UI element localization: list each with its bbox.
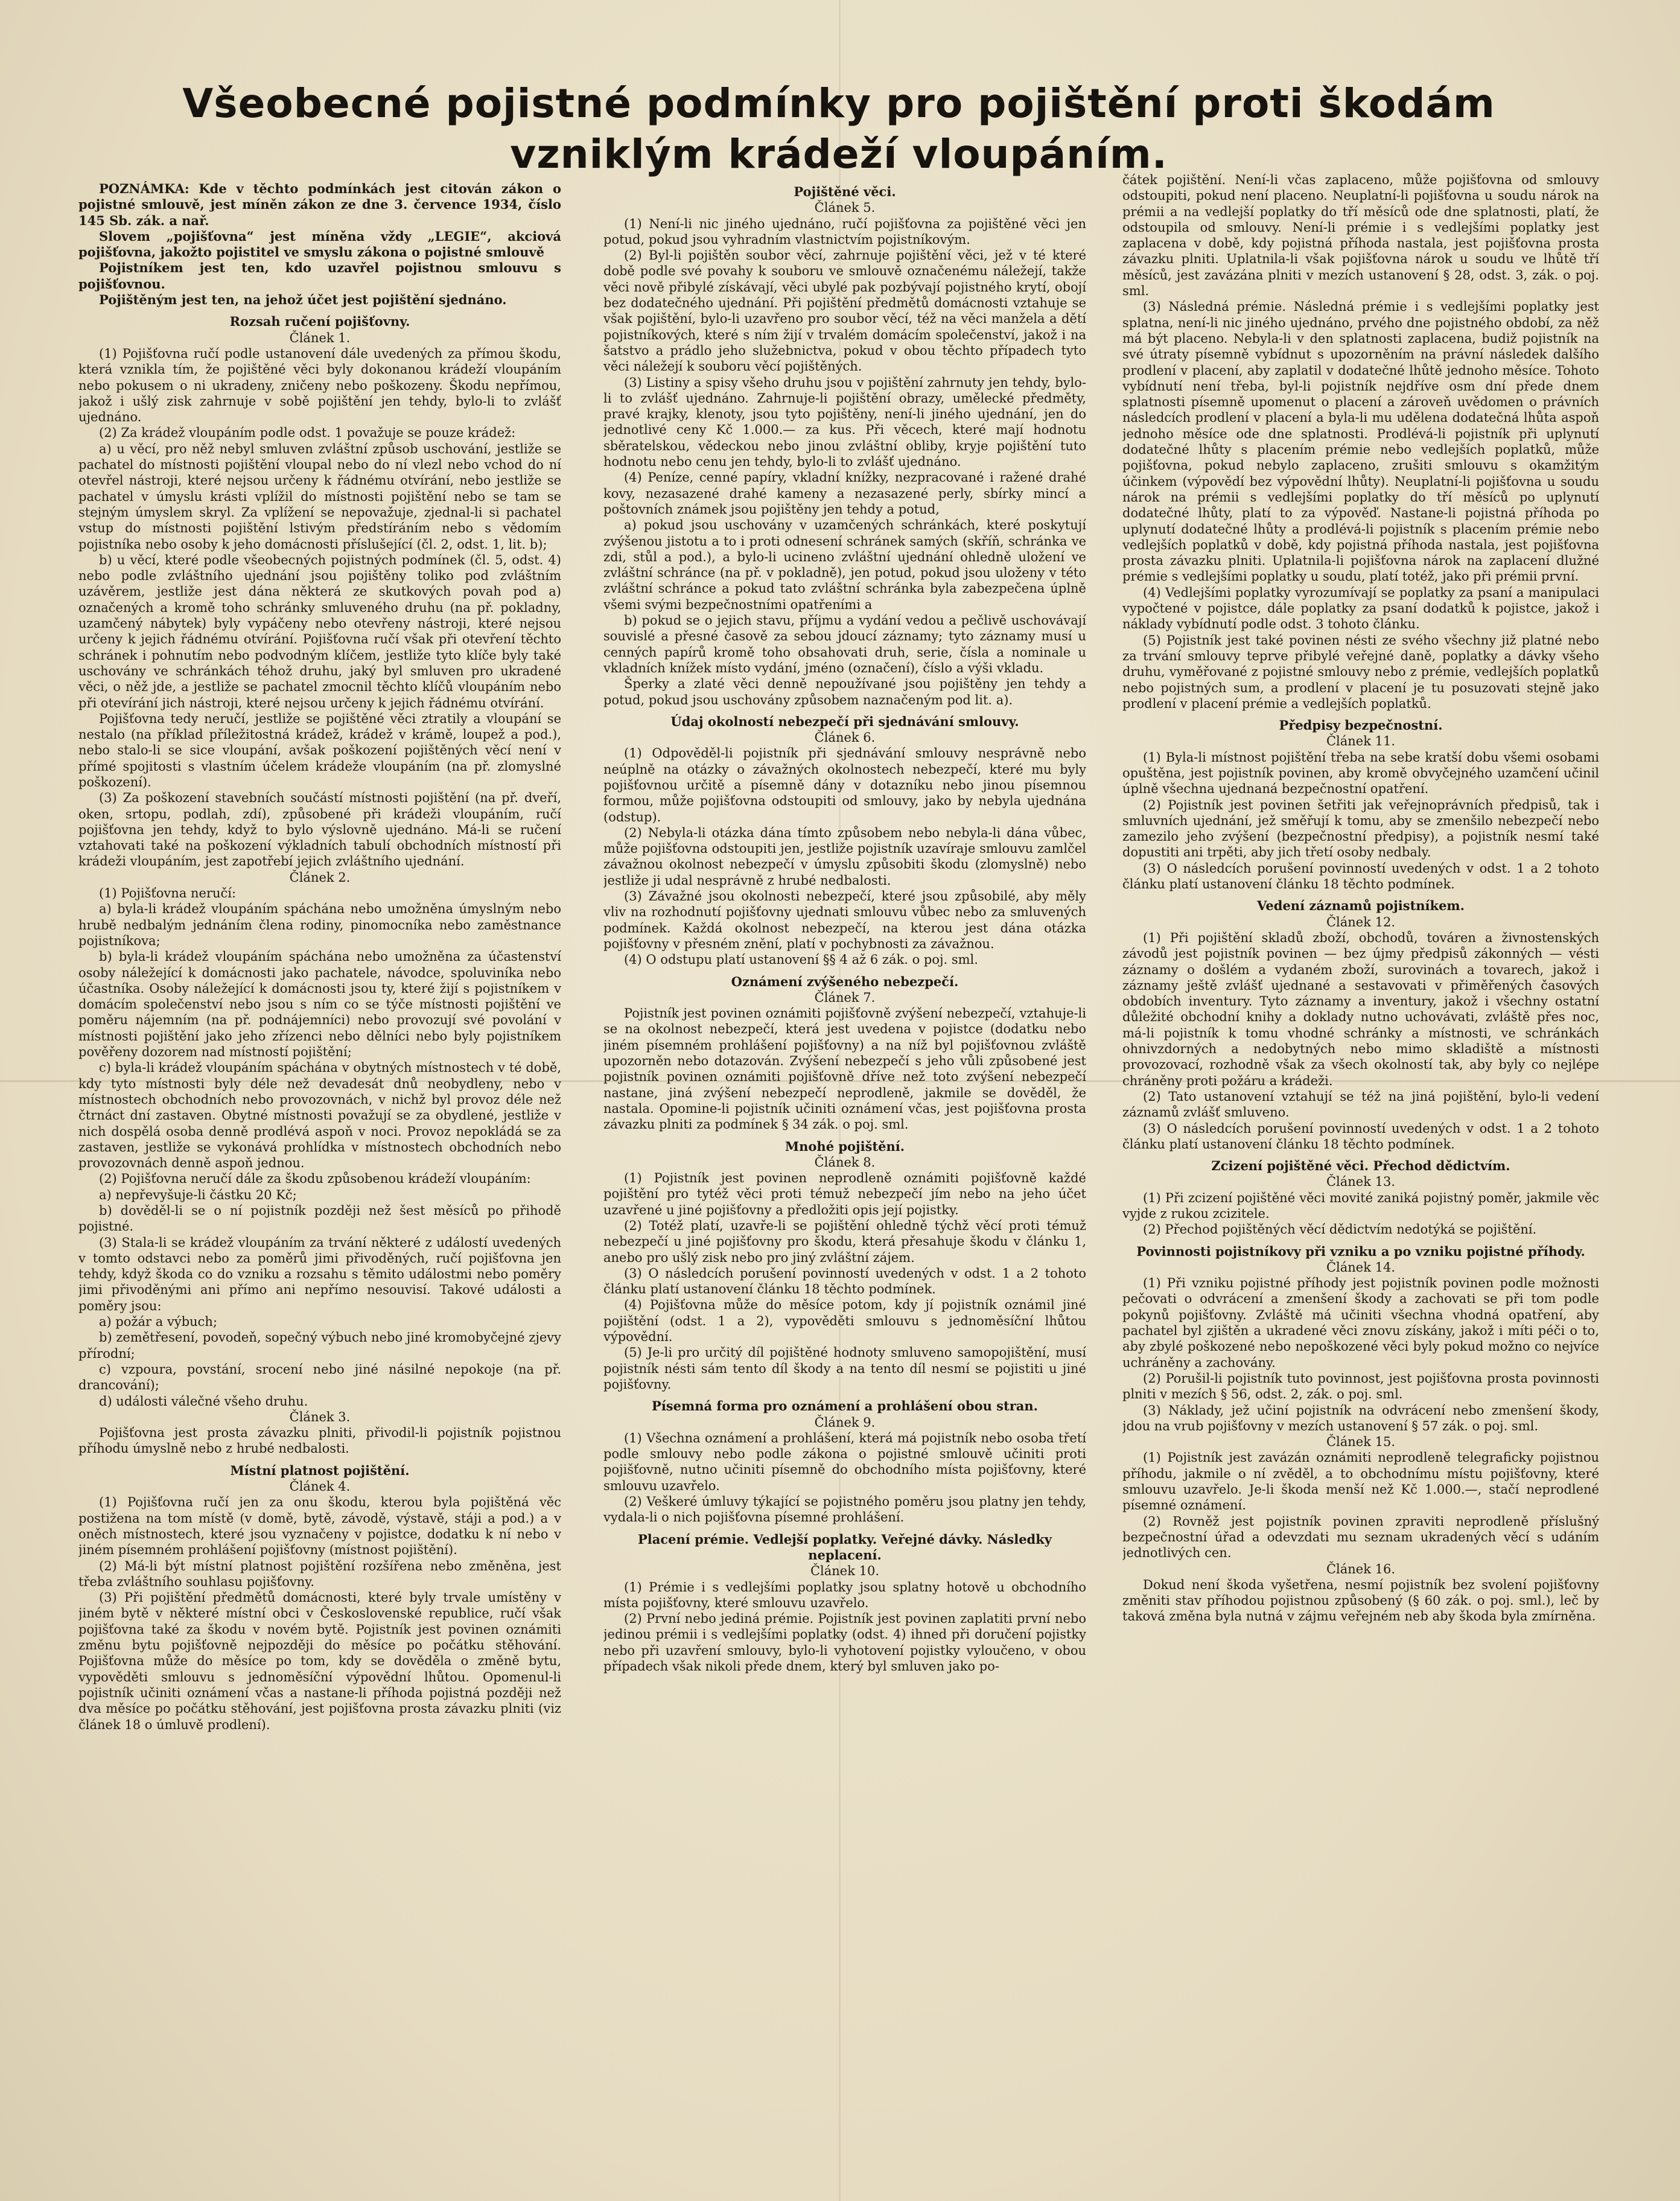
section-heading: Rozsah ručení pojišťovny. (229, 314, 410, 330)
paragraph: (3) Závažné jsou okolnosti nebezpečí, které jsou způsobilé, aby měly vliv na rozhodnutí pojišťovny ujednati smlouvu vůbec nebo za smluvených podmínek. Každá okolnost nebezpečí, na kterou jest dána otázka pojišťovny v přesném znění, platí v pochybnosti za závažnou. (603, 889, 1086, 951)
paragraph: (1) Pojišťovna neručí: (99, 886, 237, 901)
article-number: Článek 16. (1326, 1561, 1396, 1576)
paragraph: (1) Byla-li místnost pojištění třeba na sebe kratší dobu všemi osobami opuštěna, jest pojistník povinen, aby kromě obvyčejného uzamčení učinil úplně všechna ujednaná bezpečnostní opatření. (1122, 750, 1599, 797)
paragraph: (3) O následcích porušení povinností uvedených v odst. 1 a 2 tohoto článku platí ustanovení článku 18 těchto podmínek. (1122, 861, 1599, 892)
paragraph: Pojišťovna tedy neručí, jestliže se pojištěné věci ztratily a vloupání se nestalo (na příklad příležitostná krádež, krádež v krámě, loupež a pod.), nebo stalo-li se sice vloupání, avšak poškození pojištěných věcí není v přímé spojitosti s vlastním účelem krádeže vloupáním (na př. zlomyslné poškození). (78, 711, 561, 789)
paragraph: b) u věcí, které podle všeobecných pojistných podmínek (čl. 5, odst. 4) nebo podle zvláštního ujednání jsou pojištěny toliko pod zvláštním uzávěrem, jestliže jest dána některá ze skutkových povah pod a) označených a kromě toho schránky smluveného druhu (na př. pokladny, uzamčený nábytek) byly vypáčeny nebo otevřeny nástroji, které nejsou určeny k jejich řádnému otvírání. Pojišťovna ručí však při otevření těchto schránek i pohnutím nebo podvodným klíčem, jestliže tyto klíče byly také uschovány ve schránkách téhož druhu, jaký byl smluven pro ukradené věci, o něž jde, a jestliže se pachatel zmocnil těchto klíčů vloupáním nebo při otevírání jich nástroji, které nejsou určeny k jejich řádnému otvírání. (78, 552, 561, 710)
paragraph: (2) Tato ustanovení vztahují se též na jiná pojištění, bylo-li vedení záznamů zvlášť smluveno. (1122, 1089, 1599, 1120)
article-number: Článek 11. (1326, 734, 1396, 749)
text-column-1 (78, 181, 561, 2191)
paragraph: (1) Prémie i s vedlejšími poplatky jsou splatny hotově u obchodního místa pojišťovny, které smlouvu uzavřelo. (603, 1579, 1086, 1610)
paragraph: (4) Peníze, cenné papíry, vkladní knížky, nezpracované i ražené drahé kovy, nezasazené drahé kameny a nezasazené perly, sbírky mincí a poštovních známek jsou pojištěny jen tehdy a potud, (603, 470, 1086, 517)
paragraph: Pojistník jest povinen oznámiti pojišťovně zvýšení nebezpečí, vztahuje-li se na okolnost nebezpečí, která jest uvedena v pojistce (dodatku nebo jiném písemném prohlášení pojišťovny) a na níž byl pojišťovnou zvláště upozorněn nebo dotazován. Zvýšení nebezpečí s jeho vůli způsobené jest pojistník povinen oznámiti pojišťovně dříve než toto zvýšení nebezpečí nastane, jiná zvýšení nebezpečí neprodleně, jakmile se dověděl, že nastala. Opomine-li pojistník učiniti oznámení včas, jest pojišťovna prosta závazku plniti za podmínek § 34 zák. o poj. sml. (603, 1006, 1086, 1132)
paragraph: (2) Porušil-li pojistník tuto povinnost, jest pojišťovna prosta povinnosti plniti v mezích § 56, odst. 2, zák. o poj. sml. (1122, 1371, 1599, 1402)
article-number: Článek 1. (289, 330, 351, 345)
article-number: Článek 14. (1326, 1260, 1396, 1275)
section-heading: Místní platnost pojištění. (230, 1462, 410, 1478)
article-number: Článek 5. (814, 200, 876, 215)
paragraph: (3) Náklady, jež učiní pojistník na odvrácení nebo zmenšení škody, jdou na vrub pojišťovny v mezích ustanovení § 57 zák. o poj. sml. (1122, 1403, 1599, 1433)
paragraph: (5) Pojistník jest také povinen nésti ze svého všechny již platné nebo za trvání smlouvy teprve přibylé veřejné daně, poplatky a dávky všeho druhu, vyměřované z pojistné smlouvy nebo z prémie, vedlejších poplatků nebo pojistných sum, a prodlení v placení je tu posuzovati stejně jako prodlení v placení prémie a vedlejších poplatků. (1122, 632, 1599, 711)
paragraph: (2) Veškeré úmluvy týkající se pojistného poměru jsou platny jen tehdy, vydala-li o nich pojišťovna písemné prohlášení. (603, 1494, 1086, 1525)
article-number: Článek 3. (289, 1409, 351, 1424)
paragraph: a) byla-li krádež vloupáním spáchána nebo umožněna úmyslným nebo hrubě nedbalým jednáním člena rodiny, pinomocníka nebo zaměstnance pojistníkova; (78, 902, 561, 948)
paragraph: (3) O následcích porušení povinností uvedených v odst. 1 a 2 tohoto článku platí ustanovení článku 18 těchto podmínek. (603, 1266, 1086, 1297)
paragraph: (3) Za poškození stavebních součástí místnosti pojištění (na př. dveří, oken, srtopu, podlah, zdí), způsobené při krádeži vloupáním, ručí pojišťovna jen tehdy, když to bylo výslovně ujednáno. Má-li se ručení vztahovati také na poškození výkladních tabulí obchodních místností při krádeži vloupáním, jest zapotřebí jejich zvláštního ujednání. (78, 791, 561, 869)
article-number: Článek 4. (289, 1479, 351, 1494)
paragraph: a) u věcí, pro něž nebyl smluven zvláštní způsob uschování, jestliže se pachatel do místnosti pojištění vloupal nebo do ní vlezl nebo vchod do ní otevřel nástroji, které nejsou určeny k řádnému otvírání, nebo jestliže se pachatel v úmyslu krásti vplížil do místnosti pojištění nebo se tam se stejným úmyslem skryl. Za vplížení se nepovažuje, zjednal-li si pachatel vstup do místnosti pojištění lstivým předstíráním nebo s vědomím pojistníka nebo osoby k jeho domácnosti příslušející (čl. 2, odst. 1, lit. b); (78, 441, 561, 552)
article-number: Článek 13. (1326, 1174, 1396, 1190)
section-heading: Mnohé pojištění. (784, 1138, 905, 1154)
paragraph: Pojišťovna jest prosta závazku plniti, přivodil-li pojistník pojistnou příhodu úmyslně nebo z hrubé nedbalosti. (78, 1425, 561, 1456)
paragraph: d) události válečné všeho druhu. (99, 1394, 308, 1409)
paragraph: a) požár a výbuch; (99, 1314, 218, 1330)
paragraph: (3) Stala-li se krádež vloupáním za trvání některé z událostí uvedených v tomto odstavci nebo za poměrů jimi přivoděných, ručí pojišťovna jen tehdy, když škoda co do vzniku a rozsahu s těmito událostmi nebo poměry jimi přivoděnými ani přímo ani nepřímo nesouvisí. Takové události a poměry jsou: (78, 1235, 561, 1313)
paragraph: (3) Listiny a spisy všeho druhu jsou v pojištění zahrnuty jen tehdy, bylo-li to zvlášť ujednáno. Zahrnuje-li pojištění obrazy, umělecké předměty, pravé krajky, klenoty, jsou tyto pojištěny, není-li jiného ujednání, jen do jednotlivé ceny Kč 1.000.— za kus. Při věcech, které mají hodnotu sběratelskou, vědeckou nebo jinou zvláštní obliby, kryje pojištění tuto hodnotu nebo cenu jen tehdy, bylo-li to zvlášť ujednáno. (603, 375, 1086, 470)
article-number: Článek 15. (1326, 1435, 1396, 1450)
paragraph: Dokud není škoda vyšetřena, nesmí pojistník bez svolení pojišťovny změniti stav příhodou pojistnou způsobený (§ 60 zák. o poj. sml.), leč by taková změna byla nutná v zájmu veřejném neb aby škoda byla zmírněna. (1122, 1577, 1599, 1624)
paragraph: (2) Pojistník jest povinen šetřiti jak veřejnoprávních předpisů, tak i smluvních ujednání, jež směřují k tomu, aby se zmenšilo nebezpečí nebo zamezilo jeho zvýšení (bezpečnostní předpisy), a pojistník nesmí také dopustiti ani trpěti, aby jich třetí osoby nedbaly. (1122, 797, 1599, 860)
text-column-2 (603, 178, 1086, 2188)
article-number: Článek 12. (1326, 914, 1396, 929)
paragraph: (2) Má-li být místní platnost pojištění rozšířena nebo změněna, jest třeba zvláštního souhlasu pojišťovny. (78, 1558, 561, 1589)
paragraph: (1) Pojistník jest zavázán oznámiti neprodleně telegraficky pojistnou příhodu, jakmile o ní zvěděl, a to obchodnímu místu pojišťovny, které smlouvu uzavřelo. Je-li škoda menší než Kč 1.000.—, stačí neprodlené písemné oznámení. (1122, 1450, 1599, 1513)
paragraph: c) vzpoura, povstání, srocení nebo jiné násilné nepokoje (na př. drancování); (78, 1362, 561, 1393)
page-title: Všeobecné pojistné podmínky pro pojištění proti škodám vzniklým krádeží vloupáním. (182, 80, 1495, 177)
paragraph: b) byla-li krádež vloupáním spáchána nebo umožněna za účastenství osoby náležející k domácnosti jako pachatele, návodce, spoluviníka nebo účastníka. Osoby náležející k domácnosti jsou ty, které žijí s pojistníkem v domácím společenství nebo jsou s ním co se týče místnosti pojištění ve poměru nájemním (na př. podnájemníci) nebo provozují své povolání v místnosti pojištění jako jeho zřízenci nebo dělníci nebo byly pojistníkem pověřeny dozorem nad místností pojištění; (78, 949, 561, 1060)
paragraph: (2) Přechod pojištěných věcí dědictvím nedotýká se pojištění. (1143, 1222, 1537, 1237)
section-heading: Vedení záznamů pojistníkem. (1257, 898, 1465, 914)
paragraph: b) pokud se o jejich stavu, příjmu a vydání vedou a pečlivě uschovávají souvislé a přesné časově za sebou jdoucí záznamy; tyto záznamy musí u cenných papírů kromě toho obsahovati druh, serie, čísla a nominale u vkladních knížek místo vydání, jméno (označení), číslo a výši vkladu. (603, 613, 1086, 675)
paragraph: b) zemětřesení, povodeň, sopečný výbuch nebo jiné kromobyčejné zjevy přírodní; (78, 1330, 561, 1361)
paragraph: Šperky a zlaté věci denně nepoužívané jsou pojištěny jen tehdy a potud, pokud jsou uschovány způsobem naznačeným pod lit. a). (603, 677, 1086, 707)
paragraph: (1) Není-li nic jiného ujednáno, ručí pojišťovna za pojištěné věci jen potud, pokud jsou vyhradním vlastnictvím pojistníkovým. (603, 216, 1086, 247)
paragraph: (1) Pojistník jest povinen neprodleně oznámiti pojišťovně každé pojištění pro tytéž věci proti témuž nebezpečí jím nebo na jeho účet uzavřené u jiné pojišťovny a předložiti opis její pojistky. (603, 1171, 1086, 1217)
paragraph: (3) O následcích porušení povinností uvedených v odst. 1 a 2 tohoto článku platí ustanovení článku 18 těchto podmínek. (1122, 1121, 1599, 1151)
article-number: Článek 7. (814, 990, 876, 1005)
paragraph: (1) Pojišťovna ručí jen za onu škodu, kterou byla pojištěná věc postižena na tom místě (v domě, bytě, závodě, výstavě, stáji a pod.) a v oněch místnostech, které jsou vyznačeny v pojistce, dodatku k ní nebo v jiném písemném prohlášení pojišťovny (místnost pojištění). (78, 1495, 561, 1558)
paragraph: (3) Při pojištění předmětů domácnosti, které byly trvale umístěny v jiném bytě v některé místní obci v Československé republice, ručí však pojišťovna také za škodu v novém bytě. Pojistník jest povinen oznámiti změnu bytu pojišťovně nejpozději do měsíce po počátku stěhování. Pojišťovna může do měsíce po tom, kdy se dověděla o změně bytu, vypověděti smlouvu s jednoměsíční výpovědní lhůtou. Opomenul-li pojistník učiniti oznámení včas a nastane-li příhoda pojistná později než dva měsíce po počátku stěhování, jest pojišťovna prosta závazku plniti (viz článek 18 o úmluvě prodlení). (78, 1590, 561, 1732)
paragraph: (4) Pojišťovna může do měsíce potom, kdy jí pojistník oznámil jiné pojištění (odst. 1 a 2), vypověděti smlouvu s jednoměsíční lhůtou výpovědní. (603, 1298, 1086, 1345)
paragraph: a) nepřevyšuje-li částku 20 Kč; (99, 1187, 297, 1202)
note-paragraph: POZNÁMKA: Kde v těchto podmínkách jest citován zákon o pojistné smlouvě, jest míněn zákon ze dne 3. července 1934, číslo 145 Sb. zák. a nař. (78, 181, 561, 228)
section-heading: Pojištěné věci. (794, 184, 896, 199)
paragraph: (1) Odpověděl-li pojistník při sjednávání smlouvy nesprávně nebo neúplně na otázky o závažných okolnostech nebezpečí, které mu byly pojišťovnou určitě a písemně dány v dotazníku nebo jinou písemnou formou, může pojišťovna odstoupiti od smlouvy, jako by nebyla ujednána (odstup). (603, 746, 1086, 824)
paragraph: c) byla-li krádež vloupáním spáchána v obytných místnostech v té době, kdy tyto místnosti byly déle než devadesát dnů neobydleny, nebo v místnostech obchodních nebo provozovnách, v nichž byl provoz déle než čtrnáct dní zastaven. Obytné místnosti považují se za obydlené, jestliže v nich dospělá osoba denně prodlévá aspoň v noci. Provoz nepokládá se za zastaven, jestliže se vykonává prohlídka v místnostech obchodních nebo provozovnách denně aspoň jednou. (78, 1060, 561, 1171)
text-column-3 (1122, 172, 1599, 2182)
article-number: Článek 6. (814, 730, 876, 745)
paragraph: (2) Nebyla-li otázka dána tímto způsobem nebo nebyla-li dána vůbec, může pojišťovna odstoupiti jen, jestliže pojistník uzavíraje smlouvu zamlčel závažnou okolnost nebezpečí v úmyslu způsobiti škodu (zlomyslně) nebo jestliže ji udal nesprávně z hrubé nedbalosti. (603, 825, 1086, 888)
paragraph: (1) Při zcizení pojištěné věci movité zaniká pojistný poměr, jakmile věc vyjde z rukou zcizitele. (1122, 1190, 1599, 1221)
paragraph: (3) Následná prémie. Následná prémie i s vedlejšími poplatky jest splatna, není-li nic jiného ujednáno, prvého dne pojistného období, za něž má být placeno. Nebyla-li v den splatnosti zaplacena, budiž pojistník na své útraty písemně vybídnut s upozorněním na právní následek dalšího prodlení v placení, aby zaplatil v dodatečné lhůtě jednoho měsíce. Tohoto vybídnutí není třeba, byl-li pojistník nejdříve osm dní přede dnem splatnosti písemně upomenut o placení a zároveň uvědomen o právních následcích prodlení v placení a byla-li mu udělena dodatečná lhůta aspoň jednoho měsíce ode dne splatnosti. Prodlévá-li pojistník při uplynutí dodatečné lhůty s placením prémie nebo vedlejších poplatků, může pojišťovna, pokud nebylo zaplaceno, zrušiti smlouvu s okamžitým účinkem (výpovědí bez výpovědní lhůty). Neuplatní-li pojišťovna u soudu nárok na prémii s vedlejšími poplatky do tří měsíců po uplynutí dodatečné lhůty, platí to za výpověď. Nastane-li pojistná příhoda po uplynutí dodatečné lhůty a prodlévá-li pojistník s placením prémie nebo vedlejších poplatků v době, kdy pojistná příhoda nastala, jest pojišťovna prosta závazku plniti. Uplatnila-li pojišťovna nárok na zaplacení dlužné prémie s vedlejšími poplatky u soudu, platí totéž, jako při prémii první. (1122, 299, 1599, 584)
paragraph: (2) Za krádež vloupáním podle odst. 1 považuje se pouze krádež: (99, 425, 516, 441)
paragraph: (5) Je-li pro určitý díl pojištěné hodnoty smluveno samopojištění, musí pojistník nésti sám tento díl škody a na tento díl nesmí se pojistiti u jiné pojišťovny. (603, 1345, 1086, 1392)
article-number: Článek 8. (814, 1155, 876, 1170)
paragraph: (2) Rovněž jest pojistník povinen zpraviti neprodleně příslušný bezpečnostní úřad a odevzdati mu seznam ukradených věcí s udáním jednotlivých cen. (1122, 1514, 1599, 1561)
paragraph: (1) Všechna oznámení a prohlášení, která má pojistník nebo osoba třetí podle smlouvy nebo podle zákona o pojistné smlouvě učiniti proti pojišťovně, nutno učiniti písemně do obchodního místa pojišťovny, které smlouvu uzavřelo. (603, 1430, 1086, 1493)
article-number: Článek 10. (810, 1564, 880, 1579)
note-paragraph: Slovem „pojišťovna“ jest míněna vždy „LEGIE“, akciová pojišťovna, jakožto pojistitel ve smyslu zákona o pojistné smlouvě (78, 228, 561, 260)
note-paragraph: Pojistníkem jest ten, kdo uzavřel pojistnou smlouvu s pojišťovnou. (78, 260, 561, 291)
paragraph: b) dověděl-li se o ní pojistník později než šest měsíců po přihodě pojistné. (78, 1203, 561, 1234)
paragraph: (1) Při pojištění skladů zboží, obchodů, továren a živnostenských závodů jest pojistník povinen — bez újmy předpisů zákonných — vésti záznamy o došlém a vydaném zboží, surovinách a tovarech, jakož i záznamy ještě zvlášť ujednané a sestavovati v přiměřených časových obdobích inventury. Tyto záznamy a inventury, jakož i všechny ostatní důležité obchodní knihy a doklady nutno uchovávati, zvláště přes noc, má-li pojistník k tomu vhodné schránky a místnosti, ve schránkách ohnivzdorných a nedobytných nebo mimo skladiště a místnosti provozovací, rozhodně však za všech okolností tak, aby byly co nejlépe chráněny proti požáru a krádeži. (1122, 930, 1599, 1088)
article-number: Článek 2. (289, 870, 351, 885)
article-number: Článek 9. (814, 1415, 876, 1430)
paragraph: (2) Totéž platí, uzavře-li se pojištění ohledně týchž věcí proti témuž nebezpečí u jiné pojišťovny pro škodu, která přesahuje škodu v článku 1, anebo pro ušlý zisk nebo pro jiný zvláštní zájem. (603, 1218, 1086, 1265)
paragraph: (4) O odstupu platí ustanovení §§ 4 až 6 zák. o poj. sml. (624, 952, 978, 967)
paragraph: a) pokud jsou uschovány v uzamčených schránkách, které poskytují zvýšenou jistotu a to i proti odnesení schránek samých (skříň, schránka ve zdi, stůl a pod.), a bylo-li ucineno zvláštní ujednání ohledně uložení ve zvláštní schránce (na př. v pokladně), jen potud, pokud jsou uloženy v této zvláštní schránce a pokud tato zvláštní schránka byla zabezpečena úplně všemi svými bezpečnostními opatřeními a (603, 518, 1086, 612)
paragraph: (2) První nebo jediná prémie. Pojistník jest povinen zaplatiti první nebo jedinou prémii i s vedlejšími poplatky (odst. 4) ihned při doručení pojistky nebo při uzavření smlouvy, bylo-li vyhotovení pojistky vyloučeno, v obou případech však nikoli předе dnem, který byl smluven jako po- (603, 1611, 1086, 1674)
paragraph: čátek pojištění. Není-li včas zaplaceno, může pojišťovna od smlouvy odstoupiti, pokud není placeno. Neuplatní-li pojišťovna u soudu nárok na prémii a na vedlejší poplatky do tří měsíců ode dne splatnosti, platí, že odstoupila od smlouvy. Není-li prémie i s vedlejšími poplatky jest zaplacena v době, kdy pojistná příhoda nastala, jest pojišťovna prosta závazku plniti. Uplatnila-li však pojišťovna nárok u soudu ve lhůtě tří měsíců, jest zavázána plniti v mezích ustanovení § 28, odst. 3, zák. o poj. sml. (1122, 173, 1599, 299)
note-paragraph: Pojištěným jest ten, na jehož účet jest pojištění sjednáno. (99, 292, 507, 308)
section-heading: Předpisy bezpečnostní. (1279, 718, 1443, 733)
section-heading: Údaj okolností nebezpečí při sjednávání smlouvy. (670, 713, 1019, 729)
paragraph: (1) Při vzniku pojistné příhody jest pojistník povinen podle možnosti pečovati o odvrácení a zmenšení škody a zachovati se při tom podle pokynů pojišťovny. Zvláště má učiniti všechna vhodná opatření, aby pachatel byl zjištěn a ukradené věci znovu získány, jakož i míti péči o to, aby zbylé poškozené nebo nepoškozené věci byly pokud možno co nejvíce uchráněny a zachovány. (1122, 1276, 1599, 1370)
section-heading: Povinnosti pojistníkovy při vzniku a po vzniku pojistné příhody. (1136, 1243, 1585, 1259)
paragraph: (2) Byl-li pojištěn soubor věcí, zahrnuje pojištění věci, jež v té které době podle své povahy k souboru ve smlouvě označenému náležejí, takže věci nově přibylé získávají, věci ubylé pak pozbývají pojistného krytí, obojí bez dodatečného ujednání. Při pojištění předmětů domácnosti vztahuje se však pojištění, bylo-li uzavřeno pro soubor věcí, též na věci manžela a dětí pojistníkových, které s ním žijí v trvalém domácím společenství, jakož i na šatstvo a prádlo jeho služebnictva, pokud v obou těchto případech tyto věci náležejí k souboru věcí pojištěných. (603, 248, 1086, 374)
paragraph: (4) Vedlejšími poplatky vyrozumívají se poplatky za psaní a manipulaci vypočtené v pojistce, dále poplatky za psaní dodatků k pojistce, jakož i náklady vybídnutí podle odst. 3 tohoto článku. (1122, 585, 1599, 632)
section-heading: Písemná forma pro oznámení a prohlášení obou stran. (652, 1398, 1038, 1414)
section-heading: Zcizení pojištěné věci. Přechod dědictvím. (1211, 1158, 1510, 1174)
section-heading: Placení prémie. Vedlejší poplatky. Veřejné dávky. Následky neplacení. (638, 1531, 1052, 1562)
paragraph: (1) Pojišťovna ručí podle ustanovení dále uvedených za přímou škodu, která vznikla tím, že pojištěné věci byly dokonanou krádeží vloupáním nebo pokusem o ni ukradeny, zničeny nebo poškozeny. Škodu nepřímou, jakož i ušlý zisk zahrnuje v sobě pojištění jen tehdy, bylo-li to zvlášť ujednáno. (78, 346, 561, 425)
paragraph: (2) Pojišťovna neručí dále za škodu způsobenou krádeží vloupáním: (99, 1171, 531, 1187)
section-heading: Oznámení zvýšeného nebezpečí. (731, 973, 959, 989)
